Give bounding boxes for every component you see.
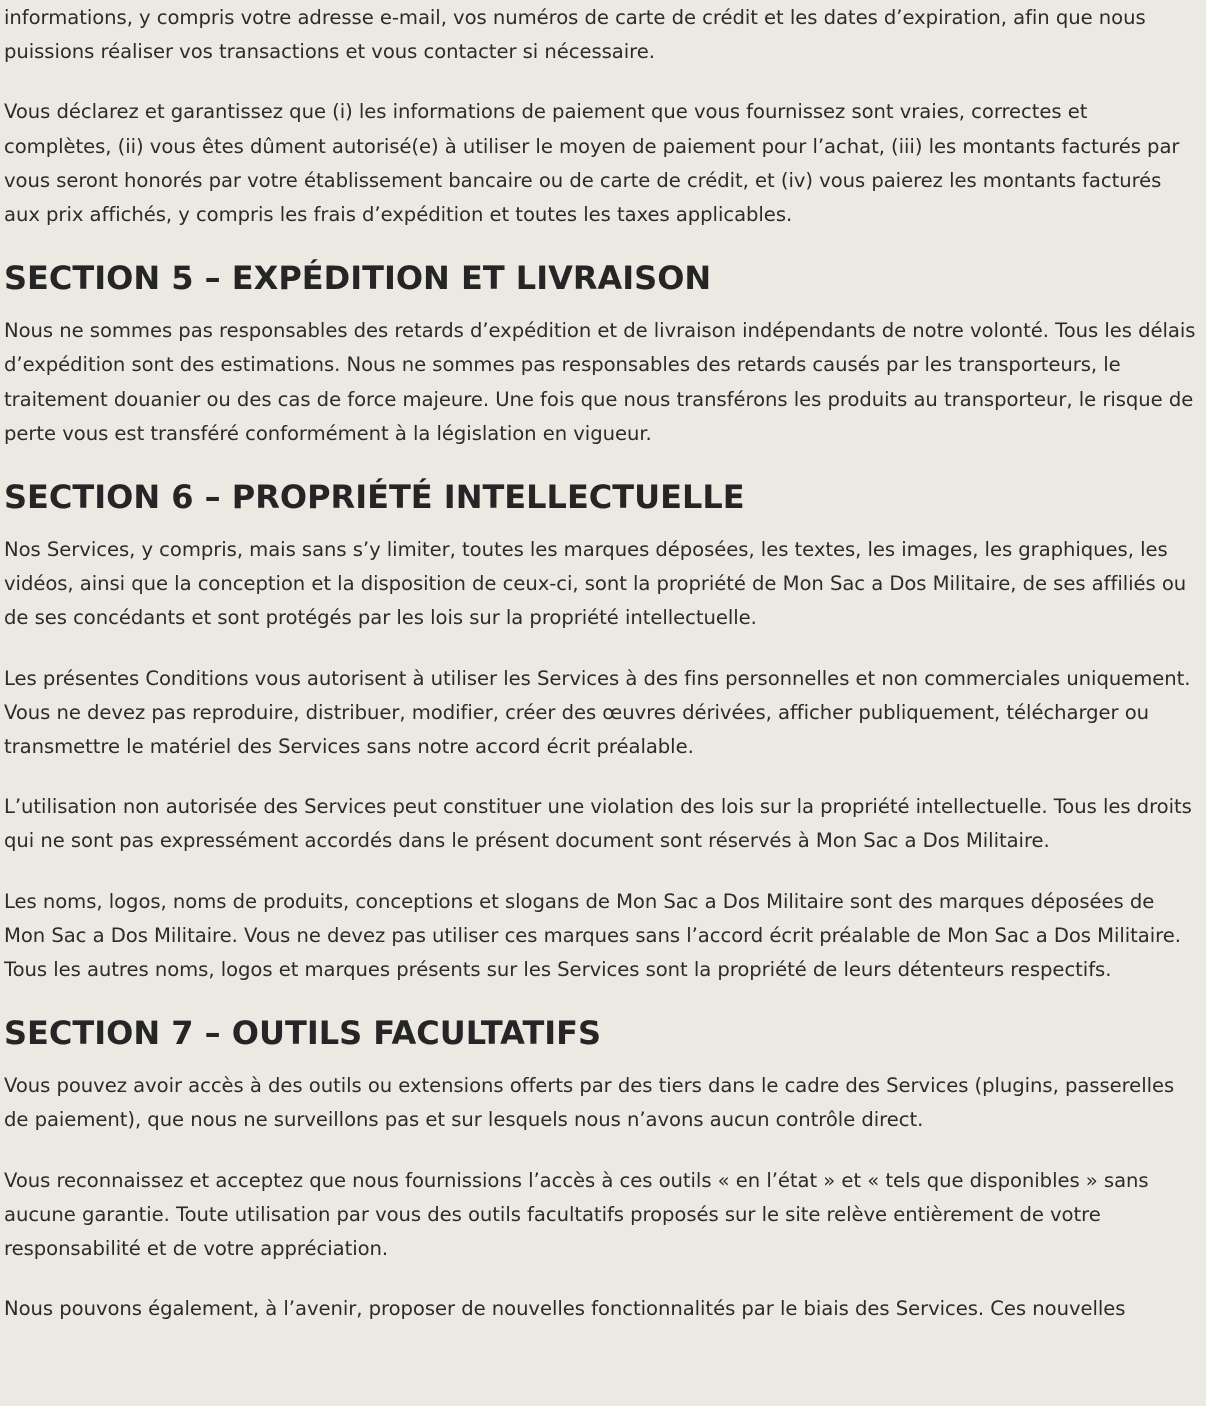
paragraph-ip-violation: L’utilisation non autorisée des Services peut constituer une violation des lois sur la propriété intellectuelle. Tous les droits qui ne sont pas expressément accordés dans le présent document sont réservés à Mon Sac a Dos Militaire. xyxy=(4,795,1192,853)
paragraph-ip-ownership: Nos Services, y compris, mais sans s’y limiter, toutes les marques déposées, les textes, les images, les graphiques, les vidéos, ainsi que la conception et la disposition de ceux-ci, sont la propriété de Mon Sac a Dos Militaire, de ses affiliés ou de ses concédants et sont protégés par les lois sur la propriété intellectuelle. xyxy=(4,538,1187,630)
paragraph-tools-as-is: Vous reconnaissez et acceptez que nous fournissions l’accès à ces outils « en l’état » et « tels que disponibles » sans aucune garantie. Toute utilisation par vous des outils facultatifs proposés sur le site relève entièrement de votre responsabilité et de votre appréciation. xyxy=(4,1168,1149,1261)
paragraph-payment-info: informations, y compris votre adresse e-mail, vos numéros de carte de crédit et les dates d’expiration, afin que nous puissions réaliser vos transactions et vous contacter si nécessaire. xyxy=(4,6,1146,64)
paragraph-shipping: Nous ne sommes pas responsables des retards d’expédition et de livraison indépendants de notre volonté. Tous les délais d’expédition sont des estimations. Nous ne sommes pas responsables des retards causés par les transporteurs, le traitement douanier ou des cas de force majeure. Une fois que nous transférons les produits au transporteur, le risque de perte vous est transféré conformément à la législation en vigueur. xyxy=(4,319,1196,445)
paragraph-new-features: Nous pouvons également, à l’avenir, proposer de nouvelles fonctionnalités par le biais des Services. Ces nouvelles xyxy=(4,1297,1126,1321)
paragraph-optional-tools: Vous pouvez avoir accès à des outils ou extensions offerts par des tiers dans le cadre des Services (plugins, passerelles de paiement), que nous ne surveillons pas et sur lesquels nous n’avons aucun contrôle direct. xyxy=(4,1074,1175,1132)
section-5-heading: SECTION 5 – EXPÉDITION ET LIVRAISON xyxy=(4,259,712,298)
section-6-heading: SECTION 6 – PROPRIÉTÉ INTELLECTUELLE xyxy=(4,478,745,517)
paragraph-payment-warranty: Vous déclarez et garantissez que (i) les informations de paiement que vous fournissez sont vraies, correctes et complètes, (ii) vous êtes dûment autorisé(e) à utiliser le moyen de paiement pour l’achat, (iii) les montants facturés par vous seront honorés par votre établissement bancaire ou de carte de crédit, et (iv) vous paierez les montants facturés aux prix affichés, y compris les frais d’expédition et toutes les taxes applicables. xyxy=(4,100,1180,227)
terms-content xyxy=(4,1,1200,1352)
paragraph-ip-license: Les présentes Conditions vous autorisent à utiliser les Services à des fins personnelles et non commerciales uniquement. Vous ne devez pas reproduire, distribuer, modifier, créer des œuvres dérivées, afficher publiquement, télécharger ou transmettre le matériel des Services sans notre accord écrit préalable. xyxy=(4,666,1191,759)
section-7-heading: SECTION 7 – OUTILS FACULTATIFS xyxy=(4,1014,602,1053)
paragraph-ip-trademarks: Les noms, logos, noms de produits, conceptions et slogans de Mon Sac a Dos Militaire sont des marques déposées de Mon Sac a Dos Militaire. Vous ne devez pas utiliser ces marques sans l’accord écrit préalable de Mon Sac a Dos Militaire. Tous les autres noms, logos et marques présents sur les Services sont la propriété de leurs détenteurs respectifs. xyxy=(4,889,1181,982)
